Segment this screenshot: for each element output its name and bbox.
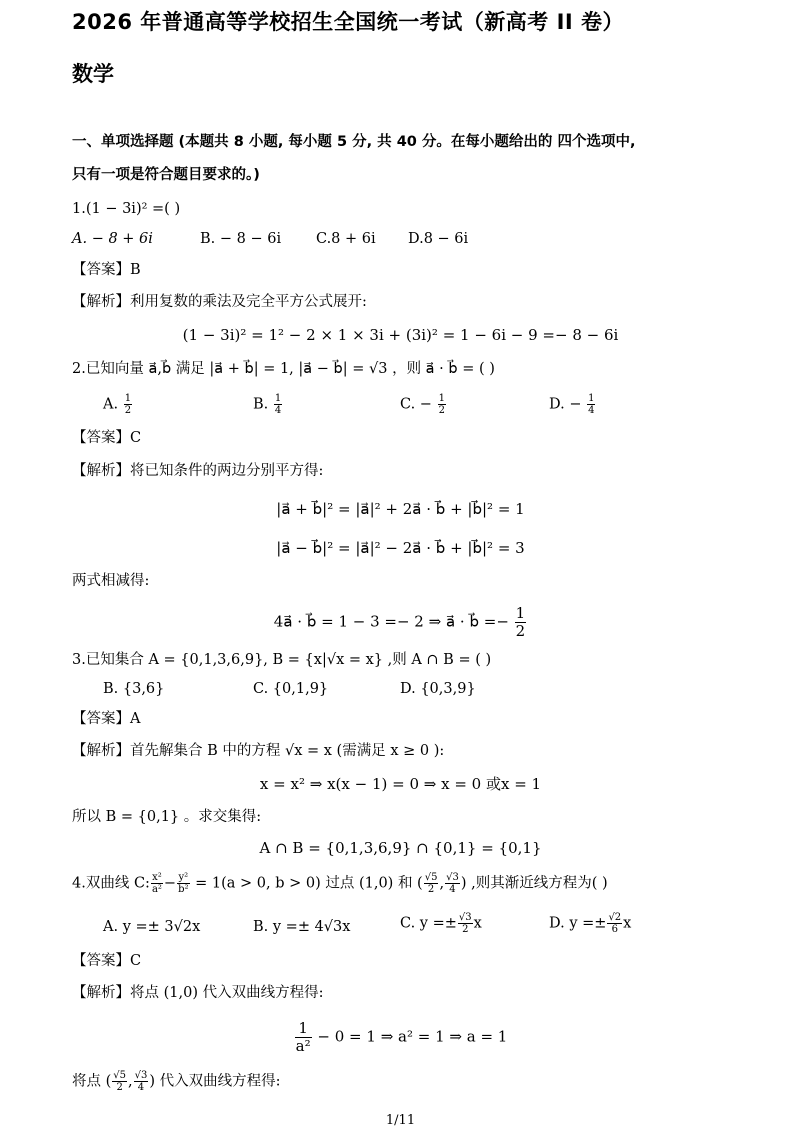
q4-option-d-label: D. y =± [549, 915, 607, 932]
q4-y-fraction: $\frac{\text{y²}}{\text{b²}}$ [178, 872, 189, 895]
q4-option-d-fraction: $\frac{√2}{6}$ [608, 912, 622, 935]
q2-option-b-label: B. [253, 396, 269, 413]
q4-stem-prefix: 4.双曲线 C: [72, 875, 150, 892]
q4-last-point-y: $\frac{√3}{4}$ [134, 1070, 148, 1093]
q2-option-d [549, 393, 596, 416]
q4-point-x: $\frac{√5}{2}$ [424, 872, 438, 895]
q4-stem-suffix: ,则其渐近线方程为( ) [471, 875, 608, 892]
q4-last-prefix: 将点 [72, 1073, 101, 1090]
q1-analysis: 【解析】利用复数的乘法及完全平方公式展开: [72, 294, 367, 310]
q2-subtract-note: 两式相减得: [72, 573, 150, 589]
q3-analysis: 【解析】首先解集合 B 中的方程 √x = x (需满足 x ≥ 0 ): [72, 743, 445, 759]
q4-x-fraction: $\frac{\text{x²}}{\text{a²}}$ [151, 872, 162, 895]
q2-analysis: 【解析】将已知条件的两边分别平方得: [72, 463, 324, 479]
page-number: 1/11 [385, 1113, 416, 1128]
q2-option-d-fraction: $\frac{1}{4}$ [588, 393, 595, 416]
q2-equation-3-text: 4a⃗ · b⃗ = 1 − 3 =− 2 ⇒ a⃗ · b⃗ =− [273, 612, 509, 631]
q2-stem: 2.已知向量 a⃗,b⃗ 满足 |a⃗ + b⃗| = 1, |a⃗ − b⃗| = √3 ，则 a⃗ · b⃗ = ( ) [72, 361, 495, 377]
section-heading-line2: 只有一项是符合题目要求的。) [72, 167, 260, 183]
q4-option-c [400, 912, 482, 935]
q1-stem: 1.(1 − 3i)² =( ) [72, 201, 181, 217]
q2-equation-1: |a⃗ + b⃗|² = |a⃗|² + 2a⃗ · b⃗ + |b⃗|² = 1 [276, 500, 525, 518]
q2-equation-3-fraction: $\frac{1}{2}$ [515, 604, 526, 640]
q1-answer: 【答案】B [72, 262, 141, 278]
q1-option-c: C.8 + 6i [316, 231, 376, 247]
q3-stem: 3.已知集合 A = {0,1,3,6,9}, B = {x|√x = x} ,则 A ∩ B = ( ) [72, 652, 492, 668]
q2-option-b-fraction: $\frac{1}{4}$ [274, 393, 282, 416]
q3-answer: 【答案】A [72, 711, 141, 727]
q4-option-d-var: x [623, 915, 632, 932]
q4-equation [0, 1020, 801, 1055]
q4-answer: 【答案】C [72, 953, 142, 969]
q2-option-a-fraction: $\frac{1}{2}$ [124, 393, 132, 416]
q3-equation-1: x = x² ⇒ x(x − 1) = 0 ⇒ x = 0 或x = 1 [259, 775, 542, 793]
q2-option-d-label: D. − [549, 396, 582, 413]
q1-option-d: D.8 − 6i [408, 231, 469, 247]
q3-option-d: D. {0,3,9} [400, 681, 476, 697]
q2-option-a-label: A. [103, 396, 119, 413]
q4-equation-text: − 0 = 1 ⇒ a² = 1 ⇒ a = 1 [317, 1027, 508, 1046]
subject-heading: 数学 [72, 62, 114, 86]
q2-answer: 【答案】C [72, 430, 142, 446]
q4-option-b: B. y =± 4√3x [253, 919, 351, 935]
q2-option-c-label: C. − [400, 396, 432, 413]
q4-option-a: A. y =± 3√2x [103, 919, 201, 935]
q4-analysis: 【解析】将点 (1,0) 代入双曲线方程得: [72, 985, 324, 1001]
q4-point-y: $\frac{√3}{4}$ [446, 872, 459, 895]
q2-option-c-fraction: $\frac{1}{2}$ [438, 393, 445, 416]
q4-stem: 4.双曲线 C: $\frac{\text{x²}}{\text{a²}}$ − $\frac{\text{y²}}{\text{b²}}$ = 1(a > 0, b > 0) 过点 (1,0) 和 ( $\frac{√5}{2}$ , $\frac{√3}{4}$ ) ,则其渐近线方程为( ) [72, 872, 608, 895]
q4-option-c-label: C. y =± [400, 915, 457, 932]
q2-equation-3 [0, 605, 801, 640]
q1-equation: (1 − 3i)² = 1² − 2 × 1 × 3i + (3i)² = 1 − 6i − 9 =− 8 − 6i [182, 326, 619, 344]
q4-equation-fraction: $\frac{1}{\text{a²}}$ [295, 1019, 311, 1055]
q3-option-b: B. {3,6} [103, 681, 165, 697]
q4-last-point-x: $\frac{√5}{2}$ [113, 1070, 127, 1093]
q2-option-b [253, 393, 283, 416]
q2-option-c [400, 393, 447, 416]
q4-option-d [549, 912, 631, 935]
page-title: 2026 年普通高等学校招生全国统一考试（新高考 II 卷） [72, 10, 625, 34]
section-heading-line1: 一、单项选择题 (本题共 8 小题, 每小题 5 分, 共 40 分。在每小题给出的 四个选项中, [72, 134, 636, 150]
q4-option-c-fraction: $\frac{√3}{2}$ [458, 912, 472, 935]
q2-equation-2: |a⃗ − b⃗|² = |a⃗|² − 2a⃗ · b⃗ + |b⃗|² = 3 [276, 539, 525, 557]
q2-option-a [103, 393, 133, 416]
q1-option-b: B. − 8 − 6i [200, 231, 282, 247]
q4-stem-middle: = 1(a > 0, b > 0) 过点 (1,0) 和 [195, 875, 413, 892]
q4-last-line: 将点 ( $\frac{√5}{2}$ , $\frac{√3}{4}$ ) 代入双曲线方程得: [72, 1070, 281, 1093]
q3-option-c: C. {0,1,9} [253, 681, 329, 697]
q4-last-suffix: 代入双曲线方程得: [159, 1073, 281, 1090]
q4-option-c-var: x [473, 915, 482, 932]
q3-so-note: 所以 B = {0,1} 。求交集得: [72, 809, 262, 825]
q3-equation-2: A ∩ B = {0,1,3,6,9} ∩ {0,1} = {0,1} [259, 839, 542, 857]
q1-option-a: A. − 8 + 6i [72, 231, 153, 247]
